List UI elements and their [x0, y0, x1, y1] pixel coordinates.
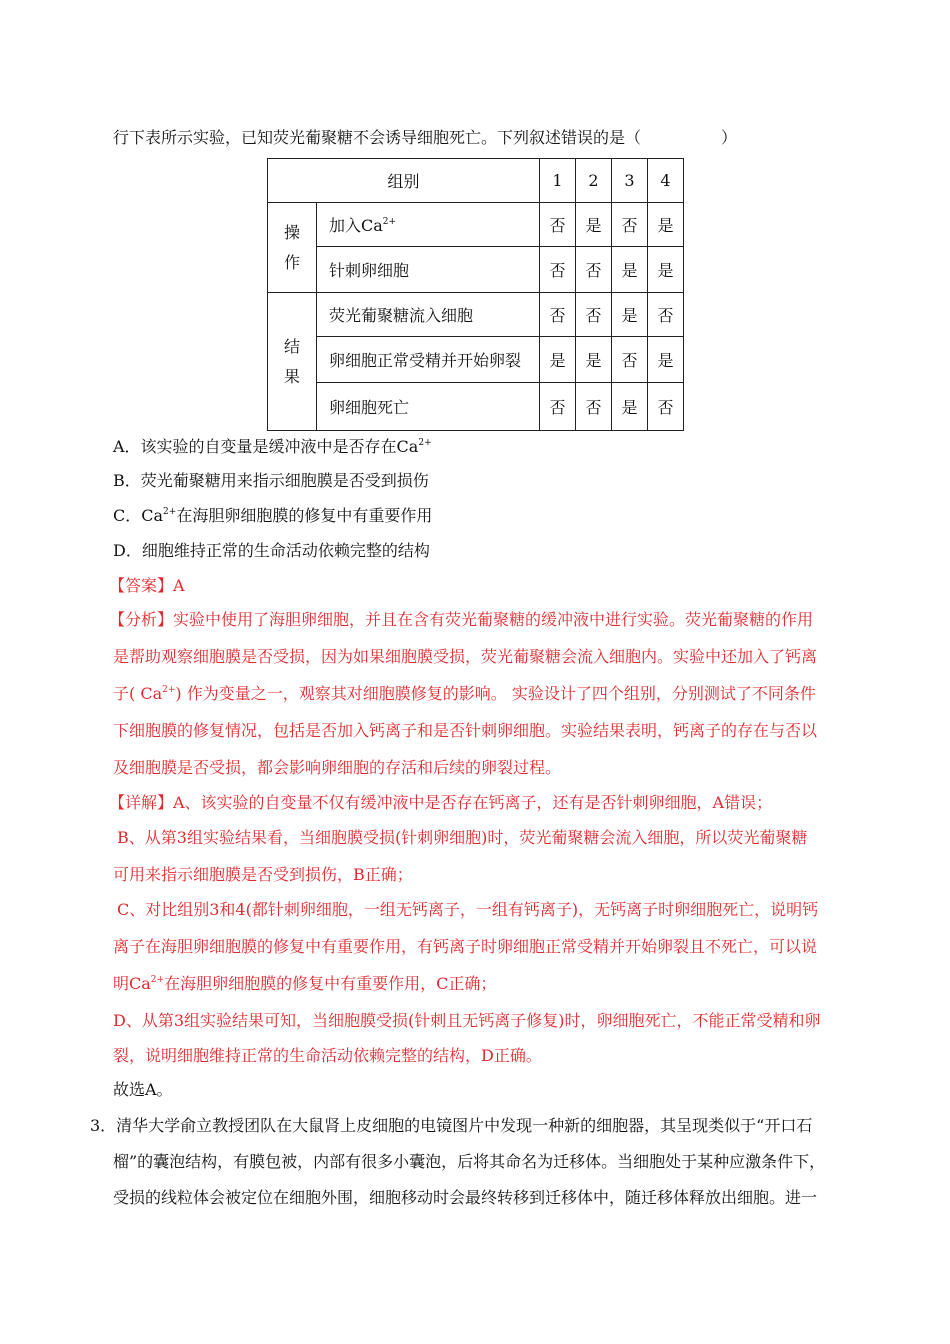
table-cell: 否	[540, 293, 576, 337]
header-col-3: 3	[612, 159, 648, 203]
row-label: 荧光葡聚糖流入细胞	[317, 293, 540, 337]
header-col-4: 4	[648, 159, 684, 203]
table-cell: 是	[612, 247, 648, 293]
group-cell-operation	[268, 203, 317, 293]
detail-line: D、从第3组实验结果可知，当细胞膜受损(针刺且无钙离子修复)时，卵细胞死亡，不能正常受精和卵	[113, 1011, 821, 1030]
option-d: D．细胞维持正常的生命活动依赖完整的结构	[113, 541, 430, 560]
table-cell: 是	[648, 337, 684, 383]
table-cell: 是	[576, 203, 612, 247]
table-cell: 否	[576, 247, 612, 293]
table-row	[268, 293, 684, 337]
table-cell: 否	[648, 293, 684, 337]
table-cell: 否	[540, 247, 576, 293]
question-3-line: 受损的线粒体会被定位在细胞外围，细胞移动时会最终转移到迁移体中，随迁移体释放出细胞。进一	[113, 1188, 818, 1207]
detail-line: 可用来指示细胞膜是否受到损伤，B正确；	[113, 865, 413, 884]
table-cell: 否	[612, 337, 648, 383]
table-cell: 否	[540, 383, 576, 431]
detail-line: 明$Ca^{2+}$在海胆卵细胞膜的修复中有重要作用，C正确；	[113, 974, 497, 993]
header-col-2: 2	[576, 159, 612, 203]
detail-line: 离子在海胆卵细胞膜的修复中有重要作用，有钙离子时卵细胞正常受精并开始卵裂且不死亡，可以说	[113, 937, 818, 956]
header-col-1: 1	[540, 159, 576, 203]
table-cell: 否	[576, 293, 612, 337]
table-cell: 否	[648, 383, 684, 431]
table-row	[268, 203, 684, 247]
table-cell: 是	[540, 337, 576, 383]
detail-line: 【详解】A、该实验的自变量不仅有缓冲液中是否存在钙离子，还有是否针刺卵细胞，A错误；	[109, 793, 773, 812]
row-label: 针刺卵细胞	[317, 247, 540, 293]
table-cell: 否	[576, 383, 612, 431]
table-row	[268, 383, 684, 431]
table-cell: 是	[576, 337, 612, 383]
table-header-row	[268, 159, 684, 203]
header-label: 组别	[268, 159, 540, 203]
analysis-line: 及细胞膜是否受损，都会影响卵细胞的存活和后续的卵裂过程。	[113, 758, 562, 777]
analysis-line: 子( $Ca^{2+}$) 作为变量之一，观察其对细胞膜修复的影响。 实验设计了四个组别，分别测试了不同条件	[113, 684, 816, 703]
detail-line: B、从第3组实验结果看，当细胞膜受损(针刺卵细胞)时，荧光葡聚糖会流入细胞，所以荧光葡聚糖	[117, 828, 808, 847]
detail-line: C、对比组别3和4(都针刺卵细胞，一组无钙离子，一组有钙离子)，无钙离子时卵细胞死亡，说明钙	[117, 900, 819, 919]
option-a: A．该实验的自变量是缓冲液中是否存在$Ca^{2+}$	[113, 437, 432, 456]
analysis-line: 【分析】实验中使用了海胆卵细胞，并且在含有荧光葡聚糖的缓冲液中进行实验。荧光葡聚糖的作用	[109, 610, 814, 629]
question-3-line: 榴”的囊泡结构，有膜包被，内部有很多小囊泡，后将其命名为迁移体。当细胞处于某种应激条件下，	[113, 1152, 826, 1171]
option-b: B．荧光葡聚糖用来指示细胞膜是否受到损伤	[113, 471, 429, 490]
answer: 【答案】A	[109, 576, 185, 595]
analysis-line: 下细胞膜的修复情况，包括是否加入钙离子和是否针刺卵细胞。实验结果表明，钙离子的存在与否以	[113, 721, 818, 740]
table-cell: 否	[612, 203, 648, 247]
table-row	[268, 247, 684, 293]
group-cell-result	[268, 293, 317, 431]
row-label: 卵细胞死亡	[317, 383, 540, 431]
group-label: 操作	[283, 222, 300, 272]
table-cell: 是	[612, 293, 648, 337]
row-label: 加入$Ca^{2+}$	[317, 203, 540, 247]
table-row	[268, 337, 684, 383]
option-c: C．$Ca^{2+}$在海胆卵细胞膜的修复中有重要作用	[113, 506, 433, 525]
table-cell: 是	[648, 203, 684, 247]
question-3-line: 3．清华大学俞立教授团队在大鼠肾上皮细胞的电镜图片中发现一种新的细胞器，其呈现类似于“开口石	[90, 1116, 813, 1135]
table-cell: 是	[612, 383, 648, 431]
table-cell: 否	[540, 203, 576, 247]
row-label: 卵细胞正常受精并开始卵裂	[317, 337, 540, 383]
analysis-line: 是帮助观察细胞膜是否受损，因为如果细胞膜受损，荧光葡聚糖会流入细胞内。实验中还加入了钙离	[113, 647, 818, 666]
conclusion: 故选A。	[113, 1080, 173, 1099]
detail-line: 裂，说明细胞维持正常的生命活动依赖完整的结构，D正确。	[113, 1046, 542, 1065]
group-label: 结果	[283, 336, 300, 386]
question-intro: 行下表所示实验，已知荧光葡聚糖不会诱导细胞死亡。下列叙述错误的是（ ）	[113, 128, 738, 147]
experiment-table	[267, 158, 684, 431]
table-cell: 是	[648, 247, 684, 293]
